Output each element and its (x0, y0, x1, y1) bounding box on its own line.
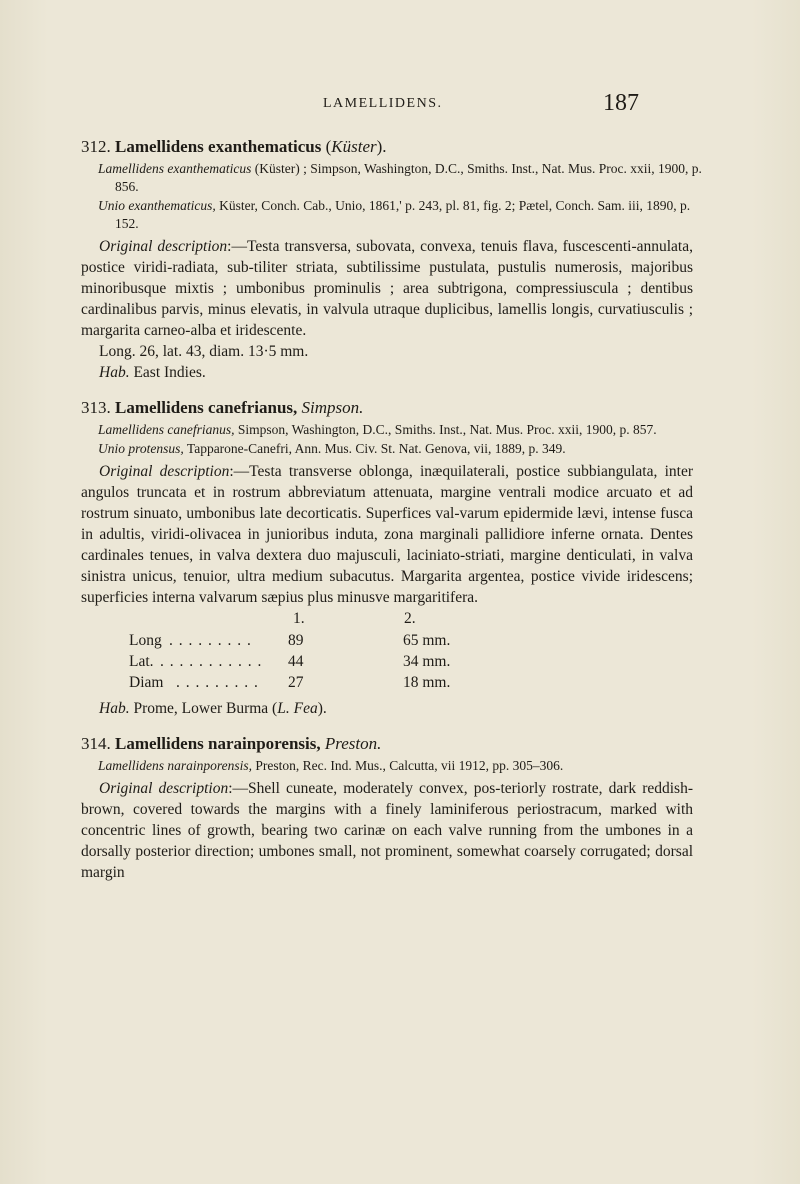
entry-number: 313. (81, 398, 111, 417)
reference (98, 197, 710, 233)
reference-name: Unio protensus, (98, 441, 184, 456)
value-2: 65 mm. (403, 632, 451, 649)
species-name: Lamellidens canefrianus, (115, 398, 298, 417)
species-author: Simpson. (301, 398, 364, 417)
habitat (81, 362, 693, 383)
reference-text: Preston, Rec. Ind. Mus., Calcutta, vii 1912, pp. 305–306. (252, 758, 564, 773)
description-text: :—Testa transversa, subovata, convexa, tenuis flava, fuscescenti-annulata, postice viridi-radiata, sub-tiliter striata, subtilissime pustulata, pustulis numerosis, majoribus minoribusque mixtis ; umbonibus prominulis ; area subtrigona, compressiuscula ; dentibus cardinalibus parvis, minus elevatis, in valvula utraque duplicibus, lamellis longis, curvatiusculis ; margarita carneo-alba et iridescente. (81, 238, 693, 339)
reference (98, 757, 710, 775)
entry-314 (81, 733, 693, 883)
value-1: 89 (288, 632, 304, 649)
original-description (81, 778, 693, 883)
value-1: 44 (288, 653, 304, 670)
reference-name: Unio exanthematicus, (98, 198, 216, 213)
reference-text: Küster, Conch. Cab., Unio, 1861,' p. 243, pl. 81, fig. 2; Pætel, Conch. Sam. iii, 1890, p. 152. (115, 198, 691, 231)
row-label: Long (129, 632, 162, 649)
species-heading: 312. Lamellidens exanthematicus (Küster). (81, 137, 387, 156)
page-number: 187 (603, 90, 639, 116)
reference-text: Tapparone-Canefri, Ann. Mus. Civ. St. Nat. Genova, vii, 1889, p. 349. (183, 441, 566, 456)
column-header: 1. (293, 610, 305, 627)
description-label: Original description (99, 238, 228, 255)
reference-name: Lamellidens canefrianus, (98, 422, 235, 437)
measurements-table (81, 610, 693, 698)
description-label: Original description (99, 463, 230, 480)
entry-313 (81, 397, 693, 719)
reference (98, 160, 710, 196)
habitat (81, 698, 693, 719)
species-name: Lamellidens narainporensis, (115, 734, 321, 753)
page-header (0, 90, 800, 126)
row-label: Lat. (129, 653, 154, 670)
reference (98, 440, 710, 458)
entry-312 (81, 136, 702, 383)
running-head: LAMELLIDENS. (323, 96, 443, 111)
habitat-text: Prome, Lower Burma ( (129, 700, 278, 717)
original-description (81, 461, 693, 608)
reference-name: Lamellidens narainporensis, (98, 758, 253, 773)
leader-dots: . . . . . . . . . (169, 632, 252, 649)
description-text: :—Shell cuneate, moderately convex, pos-teriorly rostrate, dark reddish-brown, covered towards the margins with a finely laminiferous periostracum, marked with concentric lines of growth, bearing two carinæ on each valve running from the umbones in a dorsally posterior direction; umbones small, not prominent, somewhat coarsely corrugated; dorsal margin (81, 780, 693, 881)
habitat-label: Hab. (99, 364, 130, 381)
reference (98, 421, 710, 439)
species-author: Küster (331, 137, 377, 156)
value-2: 34 mm. (403, 653, 451, 670)
habitat-source: L. Fea (277, 700, 318, 717)
reference-text: Simpson, Washington, D.C., Smiths. Inst., Nat. Mus. Proc. xxii, 1900, p. 857. (234, 422, 657, 437)
description-label: Original description (99, 780, 229, 797)
species-heading (81, 733, 693, 755)
row-label: Diam (129, 674, 164, 691)
habitat-label: Hab. (99, 700, 130, 717)
species-author: Preston. (324, 734, 382, 753)
habitat-end: ). (317, 700, 327, 717)
habitat-text: East Indies. (129, 364, 206, 381)
value-1: 27 (288, 674, 304, 691)
leader-dots: . . . . . . . . . (176, 674, 259, 691)
description-text: :—Testa transverse oblonga, inæquilaterali, postice subbiangulata, inter angulos truncata et in rostrum abbreviatum attenuata, margine ventrali modice arcuato et ad rostrum sinuato, umbonibus late decorticatis. Superfices val-varum epidermide lævi, intense fusca in adultis, viridi-olivacea in junioribus induta, zona marginali pallidiore inferne ornata. Dentes cardinales tenues, in valva dextera duo majusculi, laciniato-striati, margine denticulati, in valva sinistra unicus, tenuior, ultra medium subacutus. Margarita argentea, postice vivide iridescens; superficies interna valvarum sæpius plus minusve margaritifera. (81, 463, 693, 606)
species-heading (81, 397, 693, 419)
measurements: Long. 26, lat. 43, diam. 13·5 mm. (99, 343, 309, 360)
leader-dots: . . . . . . . . . . . (160, 653, 263, 670)
original-description (81, 236, 693, 341)
entry-number: 314. (81, 734, 111, 753)
column-header: 2. (404, 610, 416, 627)
reference-name: Lamellidens exanthematicus (98, 161, 252, 176)
species-name: Lamellidens exanthematicus (115, 137, 322, 156)
value-2: 18 mm. (403, 674, 451, 691)
reference-text: (Küster) ; Simpson, Washington, D.C., Smiths. Inst., Nat. Mus. Proc. xxii, 1900, p. 856. (115, 161, 702, 194)
page-body (81, 136, 702, 897)
entry-number: 312. (81, 137, 111, 156)
